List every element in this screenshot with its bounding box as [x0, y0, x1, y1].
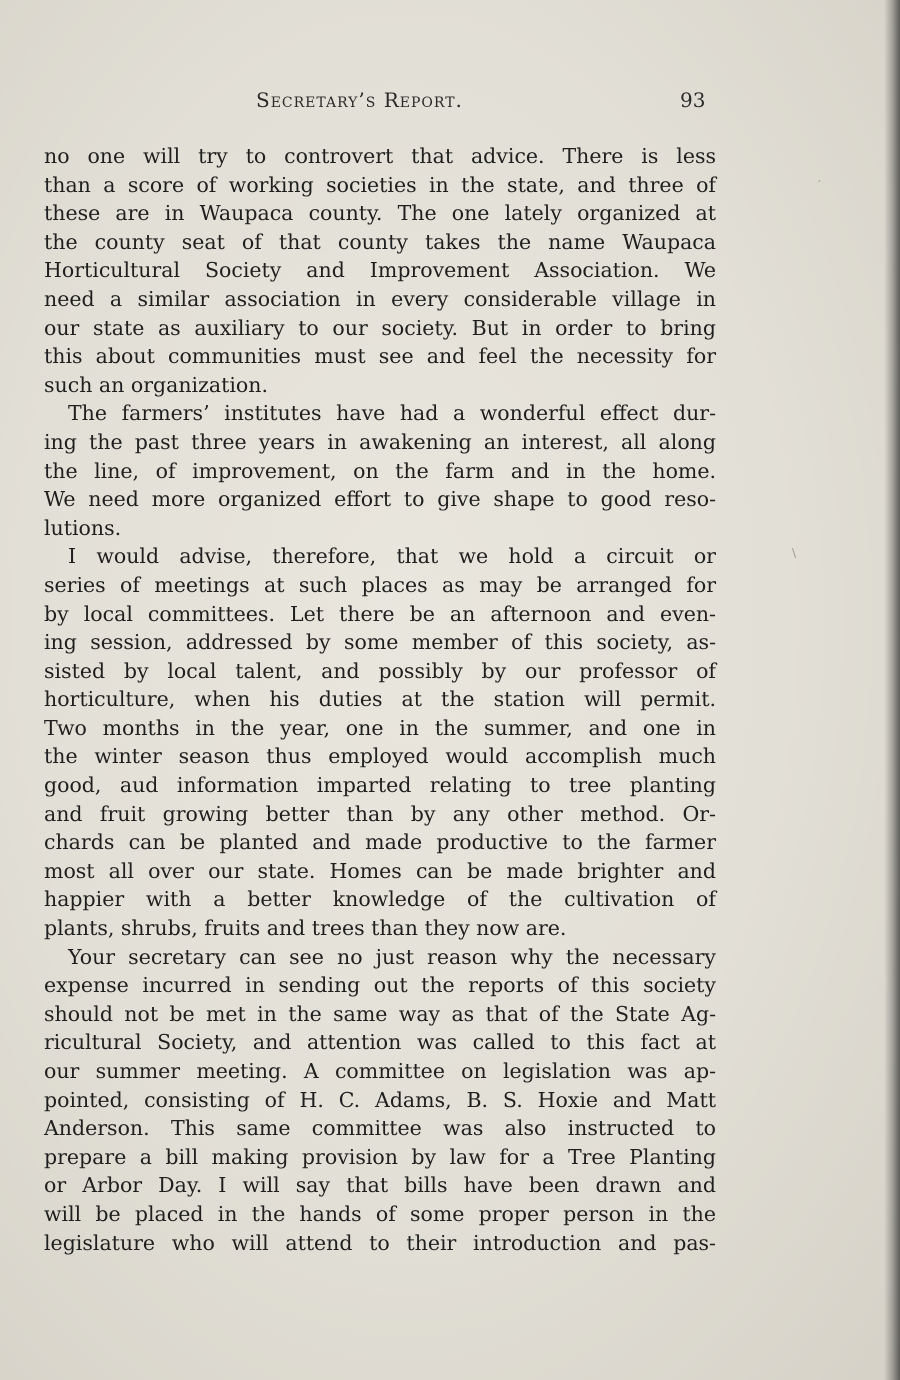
- text-line: good, aud information imparted relating to tree planting: [44, 773, 716, 798]
- text-line: prepare a bill making provision by law for a Tree Planting: [44, 1144, 716, 1169]
- text-line: the line, of improvement, on the farm and in the home.: [44, 458, 716, 483]
- text-line: this about communities must see and feel the necessity for: [44, 344, 716, 369]
- text-line: Two months in the year, one in the summer, and one in: [44, 715, 716, 740]
- text-line: series of meetings at such places as may be arranged for: [44, 572, 716, 597]
- text-line: plants, shrubs, fruits and trees than they now are.: [44, 916, 567, 941]
- text-line: Anderson. This same committee was also instructed to: [44, 1116, 716, 1141]
- text-line: ing the past three years in awakening an interest, all along: [44, 429, 716, 454]
- text-line: horticulture, when his duties at the station will permit.: [44, 687, 716, 712]
- text-line: these are in Waupaca county. The one lately organized at: [44, 201, 716, 226]
- text-line: and fruit growing better than by any other method. Or-: [44, 801, 716, 826]
- paragraph: [44, 399, 716, 542]
- page-edge-shadow: [884, 0, 900, 1380]
- text-line: lutions.: [44, 515, 122, 540]
- text-line: no one will try to controvert that advice. There is less: [44, 144, 716, 168]
- text-line: Your secretary can see no just reason why the necessary: [68, 944, 716, 969]
- text-line: our summer meeting. A committee on legislation was ap-: [44, 1059, 716, 1083]
- text-line: our state as auxiliary to our society. But in order to bring: [44, 315, 716, 340]
- text-line: happier with a better knowledge of the cultivation of: [44, 887, 716, 912]
- text-line: will be placed in the hands of some proper person in the: [44, 1201, 716, 1226]
- scan-speck: ′: [818, 178, 821, 192]
- text-line: should not be met in the same way as that of the State Ag-: [44, 1001, 716, 1026]
- text-line: Horticultural Society and Improvement Association. We: [44, 258, 716, 283]
- text-line: We need more organized effort to give shape to good reso-: [44, 487, 716, 512]
- text-line: The farmers’ institutes have had a wonderful effect dur-: [68, 401, 716, 426]
- body-text: [44, 142, 716, 1257]
- text-line: chards can be planted and made productive to the farmer: [44, 830, 716, 855]
- paragraph: [44, 542, 716, 942]
- running-head: Secretary’s Report.: [256, 88, 463, 112]
- text-line: ing session, addressed by some member of this society, as-: [44, 630, 716, 655]
- text-line: by local committees. Let there be an afternoon and even-: [44, 601, 716, 626]
- paragraph: [44, 142, 716, 399]
- page-number: 93: [680, 88, 706, 112]
- scan-speck: \: [792, 546, 797, 560]
- text-line: or Arbor Day. I will say that bills have been drawn and: [44, 1173, 716, 1198]
- paragraph: [44, 943, 716, 1258]
- text-line: pointed, consisting of H. C. Adams, B. S. Hoxie and Matt: [44, 1087, 716, 1112]
- page-header: [0, 88, 900, 122]
- text-line: the winter season thus employed would accomplish much: [44, 744, 716, 769]
- text-line: I would advise, therefore, that we hold a circuit or: [68, 544, 716, 569]
- text-line: need a similar association in every considerable village in: [44, 286, 716, 311]
- text-line: such an organization.: [44, 372, 268, 397]
- text-line: ricultural Society, and attention was called to this fact at: [44, 1030, 716, 1055]
- text-line: legislature who will attend to their introduction and pas-: [44, 1230, 716, 1255]
- text-line: the county seat of that county takes the name Waupaca: [44, 229, 716, 254]
- text-line: most all over our state. Homes can be made brighter and: [44, 858, 716, 883]
- text-line: expense incurred in sending out the reports of this society: [44, 973, 716, 998]
- text-line: sisted by local talent, and possibly by our professor of: [44, 658, 716, 683]
- text-line: than a score of working societies in the state, and three of: [44, 172, 716, 197]
